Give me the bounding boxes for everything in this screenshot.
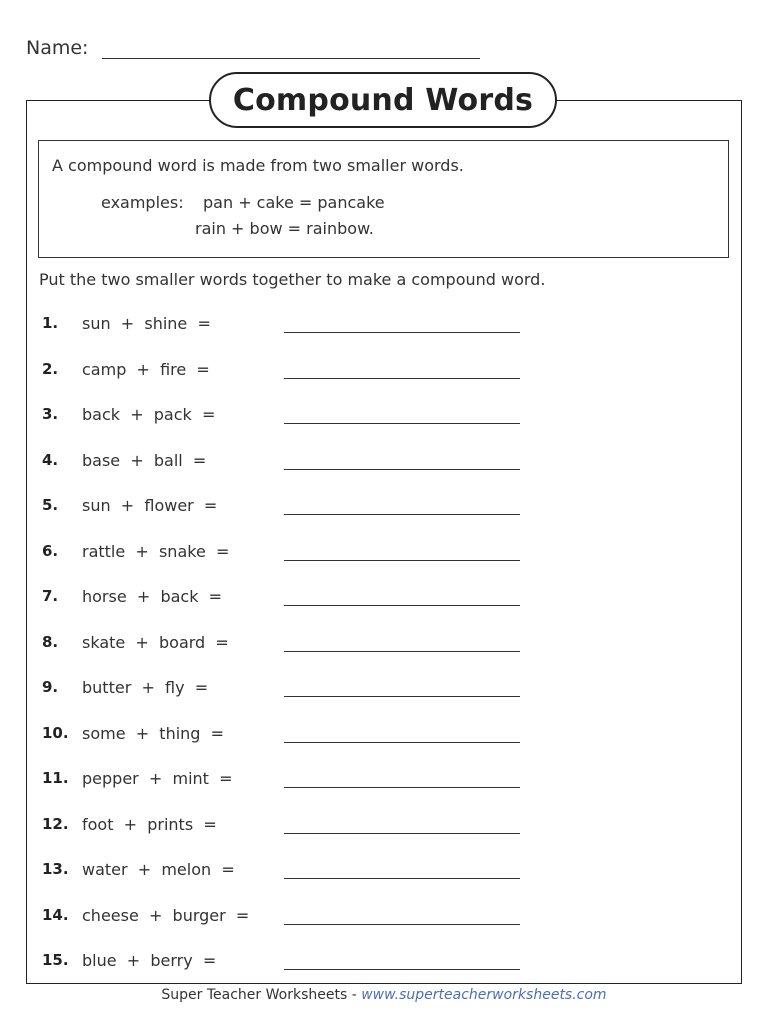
problem-number: 15.: [42, 951, 69, 969]
footer: [0, 987, 768, 1003]
problem-number: 12.: [42, 814, 69, 833]
problem-item: [42, 904, 532, 928]
page-title: Compound Words: [232, 82, 534, 118]
answer-line[interactable]: [284, 696, 520, 697]
problem-number: 3.: [42, 405, 59, 423]
problem-number: 13.: [42, 860, 69, 878]
problem-item: [42, 540, 532, 564]
answer-line[interactable]: [284, 924, 520, 925]
answer-line[interactable]: [284, 423, 520, 424]
footer-link[interactable]: www.superteacherworksheets.com: [361, 987, 607, 1003]
problem-number: 5.: [42, 496, 59, 514]
problem-equation: cheese + burger =: [82, 905, 250, 925]
instructions: Put the two smaller words together to make a compound word.: [39, 270, 546, 289]
problem-number: 9.: [42, 678, 59, 696]
problem-equation: horse + back =: [82, 587, 223, 606]
example-1: pan + cake = pancake: [203, 193, 385, 212]
definition-box: [38, 140, 729, 258]
definition-text: A compound word is made from two smaller words.: [52, 156, 464, 175]
problem-equation: back + pack =: [82, 405, 216, 424]
problem-equation: base + ball =: [82, 450, 207, 470]
answer-line[interactable]: [284, 605, 520, 606]
examples-label: examples:: [101, 193, 184, 212]
answer-line[interactable]: [284, 969, 520, 970]
answer-line[interactable]: [284, 651, 520, 652]
problem-item: [42, 676, 532, 700]
answer-line[interactable]: [284, 878, 520, 879]
answer-line[interactable]: [284, 514, 520, 515]
problem-item: [42, 631, 532, 655]
footer-text: Super Teacher Worksheets -: [161, 987, 362, 1003]
name-label: Name:: [26, 37, 89, 59]
problem-equation: sun + shine =: [82, 314, 211, 333]
example-2: rain + bow = rainbow.: [195, 219, 374, 238]
answer-line[interactable]: [284, 787, 520, 788]
problem-item: [42, 494, 532, 518]
problem-equation: skate + board =: [82, 632, 229, 652]
problem-equation: rattle + snake =: [82, 541, 230, 561]
answer-line[interactable]: [284, 742, 520, 743]
problem-number: 1.: [42, 314, 59, 332]
problem-number: 14.: [42, 905, 69, 924]
problem-item: [42, 403, 532, 427]
problem-item: [42, 949, 532, 973]
name-row: [26, 36, 480, 59]
problem-number: 6.: [42, 541, 59, 560]
problem-number: 7.: [42, 587, 59, 605]
problem-equation: camp + fire =: [82, 359, 210, 379]
problem-number: 4.: [42, 450, 59, 469]
answer-line[interactable]: [284, 469, 520, 470]
problem-item: [42, 312, 532, 336]
problem-item: [42, 858, 532, 882]
answer-line[interactable]: [284, 560, 520, 561]
answer-line[interactable]: [284, 378, 520, 379]
problem-equation: butter + fly =: [82, 678, 209, 697]
problem-number: 11.: [42, 769, 69, 787]
name-answer-line[interactable]: [102, 36, 480, 59]
problem-equation: blue + berry =: [82, 951, 217, 970]
answer-line[interactable]: [284, 833, 520, 834]
title-banner: [209, 72, 557, 128]
problem-equation: pepper + mint =: [82, 769, 233, 788]
problem-item: [42, 585, 532, 609]
problem-equation: some + thing =: [82, 723, 225, 743]
problem-item: [42, 449, 532, 473]
problem-item: [42, 767, 532, 791]
problem-number: 2.: [42, 359, 59, 378]
problem-item: [42, 358, 532, 382]
problem-equation: water + melon =: [82, 860, 235, 879]
problem-equation: sun + flower =: [82, 496, 218, 515]
problem-item: [42, 813, 532, 837]
problem-number: 10.: [42, 723, 69, 742]
problem-number: 8.: [42, 632, 59, 651]
problem-equation: foot + prints =: [82, 814, 217, 834]
problem-item: [42, 722, 532, 746]
answer-line[interactable]: [284, 332, 520, 333]
